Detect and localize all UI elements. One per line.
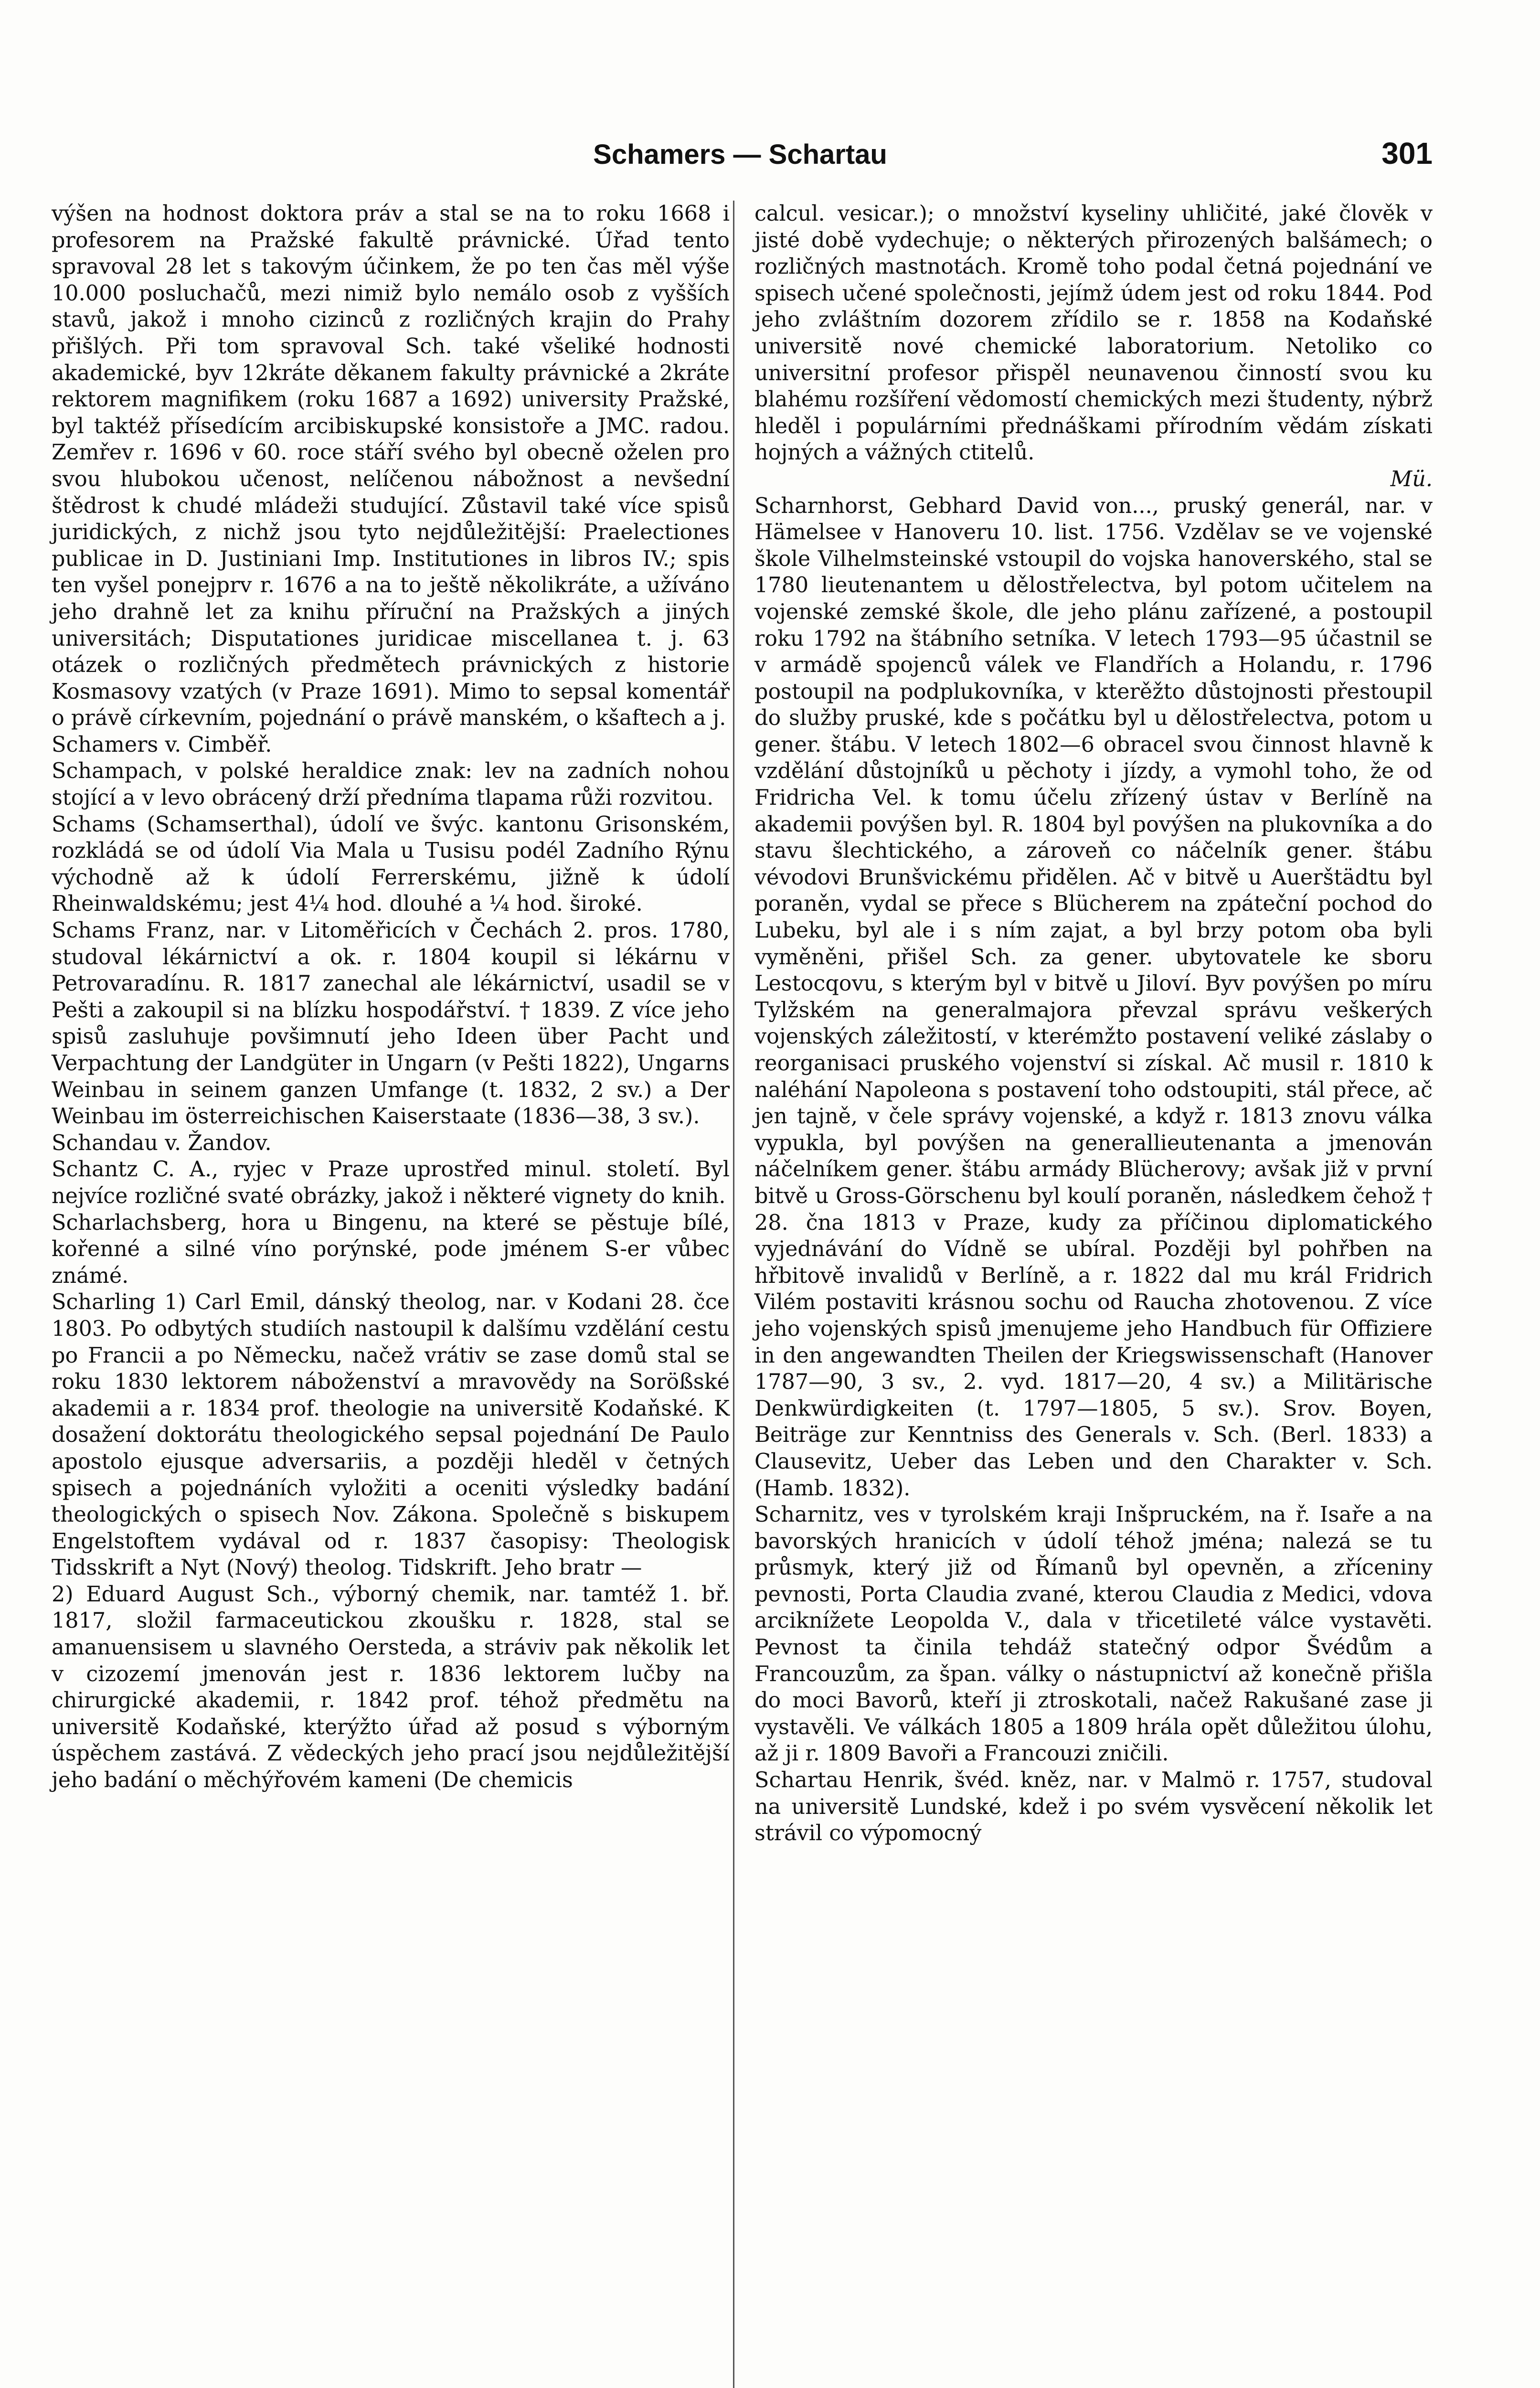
author-signature: Mü. (1390, 467, 1433, 491)
right-column (754, 201, 1433, 1847)
page-header (48, 129, 1433, 181)
entry-schampach: Schampach, v polské heraldice znak: lev na zadních nohou stojící a v levo obrácený drží předníma tlapama růži rozvitou. (52, 759, 730, 810)
entry-schamers: Schamers v. Cimběř. (52, 732, 272, 757)
entry-continuation: výšen na hodnost doktora práv a stal se na to roku 1668 i profesorem na Pražské fakultě právnické. Úřad tento spravoval 28 let s takovým účinkem, že po ten čas měl výše 10.000 posluchačů, mezi nimiž bylo nemálo osob z vyšších stavů, jakož i mnoho cizinců z rozličných krajin do Prahy přišlých. Při tom spravoval Sch. také všeliké hodnosti akademické, byv 12kráte děkanem fakulty právnické a 2kráte rektorem magnifikem (roku 1687 a 1692) university Pražské, byl taktéž přísedícím arcibiskupské konsistoře a JMC. radou. Zemřev r. 1696 v 60. roce stáří svého byl obecně oželen pro svou hlubokou učenost, nelíčenou nábožnost a nevšední štědrost k chudé mládeži studující. Zůstavil také více spisů juridických, z nichž jsou tyto nejdůležitější: Praelectiones publicae in D. Justiniani Imp. Institutiones in libros IV.; spis ten vyšel ponejprv r. 1676 a na to ještě několikráte, a užíváno jeho drahně let za knihu příruční na Pražských a jiných universitách; Disputationes juridicae miscellanea t. j. 63 otázek o rozličných předmětech právnických z historie Kosmasovy vzatých (v Praze 1691). Mimo to sepsal komentář o právě církevním, pojednání o právě manském, o kšaftech a j. (52, 202, 730, 731)
entry-schantz: Schantz C. A., ryjec v Praze uprostřed minul. století. Byl nejvíce rozličné svaté obrázky, jakož i některé vignety do knih. (52, 1157, 730, 1208)
column-divider (733, 201, 734, 2388)
entry-schartau: Schartau Henrik, švéd. kněz, nar. v Malmö r. 1757, studoval na universitě Lundské, kdež i po svém vysvěcení několik let strávil co výpomocný (754, 1768, 1433, 1846)
entry-scharnitz: Scharnitz, ves v tyrolském kraji Inšpruckém, na ř. Isaře a na bavorských hranicích v údolí téhož jména; nalezá se tu průsmyk, který již od Římanů byl opevněn, a zříceniny pevnosti, Porta Claudia zvané, kterou Claudia z Medici, vdova arciknížete Leopolda V., dala v třicetileté válce vystavěti. Pevnost ta činila tehdáž statečný odpor Švédům a Francouzům, za špan. války o nástupnictví až konečně přišla do moci Bavorů, kteří ji ztroskotali, načež Rakušané zase ji vystavěli. Ve válkách 1805 a 1809 hrála opět důležitou úlohu, až ji r. 1809 Bavoři a Francouzi zničili. (754, 1503, 1433, 1766)
entry-scharling-continuation: calcul. vesicar.); o množství kyseliny uhličité, jaké člověk v jisté době vydechuje; o některých přirozených balšámech; o rozličných mastnotách. Kromě toho podal četná pojednání ve spisech učené společnosti, jejímž údem jest od roku 1844. Pod jeho zvláštním dozorem zřídilo se r. 1858 na Kodaňské universitě nové chemické laboratorium. Netoliko co universitní profesor přispěl neunavenou činností svou ku blahému rozšíření vědomostí chemických mezi študenty, nýbrž hleděl i populárními přednáškami přírodním vědám získati hojných a vážných ctitelů. (754, 202, 1433, 465)
entry-scharling-eduard: 2) Eduard August Sch., výborný chemik, nar. tamtéž 1. bř. 1817, složil farmaceutickou zkoušku r. 1828, stal se amanuensisem u slavného Oersteda, a stráviv pak několik let v cizozemí jmenován jest r. 1836 lektorem lučby na chirurgické akademii, r. 1842 prof. téhož předmětu na universitě Kodaňské, kterýžto úřad až posud s výborným úspěchem zastává. Z vědeckých jeho prací jsou nejdůležitější jeho badání o měchýřovém kameni (De chemicis (52, 1582, 730, 1793)
entry-scharlachsberg: Scharlachsberg, hora u Bingenu, na které se pěstuje bílé, kořenné a silné víno porýnské, pode jménem S-er vůbec známé. (52, 1210, 730, 1288)
left-column (52, 201, 730, 1794)
entry-schams-valley: Schams (Schamserthal), údolí ve švýc. kantonu Grisonském, rozkládá se od údolí Via Mala u Tusisu podél Zadního Rýnu východně až k údolí Ferrerskému, jižně k údolí Rheinwaldskému; jest 4¼ hod. dlouhé a ¼ hod. široké. (52, 812, 730, 917)
entry-schams-franz: Schams Franz, nar. v Litoměřicích v Čechách 2. pros. 1780, studoval lékárnictví a ok. r. 1804 koupil si lékárnu v Petrovaradínu. R. 1817 zanechal ale lékárnictví, usadil se v Pešti a zakoupil si na blízku hospodářství. † 1839. Z více jeho spisů zasluhuje povšimnutí jeho Ideen über Pacht und Verpachtung der Landgüter in Ungarn (v Pešti 1822), Ungarns Weinbau in seinem ganzen Umfange (t. 1832, 2 sv.) a Der Weinbau im österreichischen Kaiserstaate (1836—38, 3 sv.). (52, 918, 730, 1129)
entry-scharling-carl: Scharling 1) Carl Emil, dánský theolog, nar. v Kodani 28. čce 1803. Po odbytých studiích nastoupil k dalšímu vzdělání cestu po Francii a po Německu, načež vrátiv se zase domů stal se roku 1830 lektorem náboženství a mravovědy na Sorößské akademii a r. 1834 prof. theologie na universitě Kodaňské. K dosažení doktorátu theologického sepsal pojednání De Paulo apostolo ejusque adversariis, a později hleděl v četných spisech a pojednáních vyložiti a oceniti výsledky badání theologických o spisech Nov. Zákona. Společně s biskupem Engelstoftem vydával od r. 1837 časopisy: Theologisk Tidsskrift a Nyt (Nový) theolog. Tidskrift. Jeho bratr — (52, 1290, 730, 1580)
page-number: 301 (1381, 136, 1433, 171)
running-head: Schamers — Schartau (593, 139, 887, 170)
entry-schandau: Schandau v. Žandov. (52, 1130, 272, 1155)
entry-scharnhorst: Scharnhorst, Gebhard David von..., pruský generál, nar. v Hämelsee v Hanoveru 10. list. 1756. Vzdělav se ve vojenské škole Vilhelmsteinské vstoupil do vojska hanoverského, stal se 1780 lieutenantem u dělostřelectva, byl potom učitelem na vojenské zemské škole, dle jeho plánu zařízené, a postoupil roku 1792 na štábního setníka. V letech 1793—95 účastnil se v armádě spojenců válek ve Flandřích a Holandu, r. 1796 postoupil na podplukovníka, v kterěžto důstojnosti přestoupil do služby pruské, kde s počátku byl u dělostřelectva, potom u gener. štábu. V letech 1802—6 obracel svou činnost hlavně k vzdělání důstojníků u pěchoty i jízdy, a vymohl toho, že od Fridricha Vel. k tomu účelu zřízený ústav v Berlíně na akademii povýšen byl. R. 1804 byl povýšen na plukovníka a do stavu šlechtického, a zároveň co náčelník gener. štábu vévodovi Brunšvickému přidělen. Ač v bitvě u Auerštädtu byl poraněn, vydal se přece s Blücherem na zpáteční pochod do Lubeku, byl ale i s ním zajat, a byl brzy potom oba byli vyměněni, přišel Sch. za gener. ubytovatele ke sboru Lestocqovu, s kterým byl v bitvě u Jiloví. Byv povýšen po míru Tylžském na generalmajora převzal správu veškerých vojenských záležitostí, v kterémžto postavení veliké záslaby o reorganisaci pruského vojenství si získal. Ač musil r. 1810 k naléhání Napoleona s postavení toho odstoupiti, stál přece, ač jen tajně, v čele správy vojenské, a když r. 1813 znovu válka vypukla, byl povýšen na generallieutenanta a jmenován náčelníkem gener. štábu armády Blücherovy; avšak již v první bitvě u Gross-Görschenu byl koulí poraněn, následkem čehož † 28. čna 1813 v Praze, kudy za příčinou diplomatického vyjednávání do Vídně se ubíral. Později byl pohřben na hřbitově invalidů v Berlíně, a r. 1822 dal mu král Fridrich Vilém postaviti krásnou sochu od Raucha zhotovenou. Z více jeho vojenských spisů jmenujeme jeho Handbuch für Offiziere in den angewandten Theilen der Kriegswissenschaft (Hanover 1787—90, 3 sv., 2. vyd. 1817—20, 4 sv.) a Militärische Denkwürdigkeiten (t. 1797—1805, 5 sv.). Srov. Boyen, Beiträge zur Kenntniss des Generals v. Sch. (Berl. 1833) a Clausevitz, Ueber das Leben und den Charakter v. Sch. (Hamb. 1832). (754, 493, 1433, 1501)
